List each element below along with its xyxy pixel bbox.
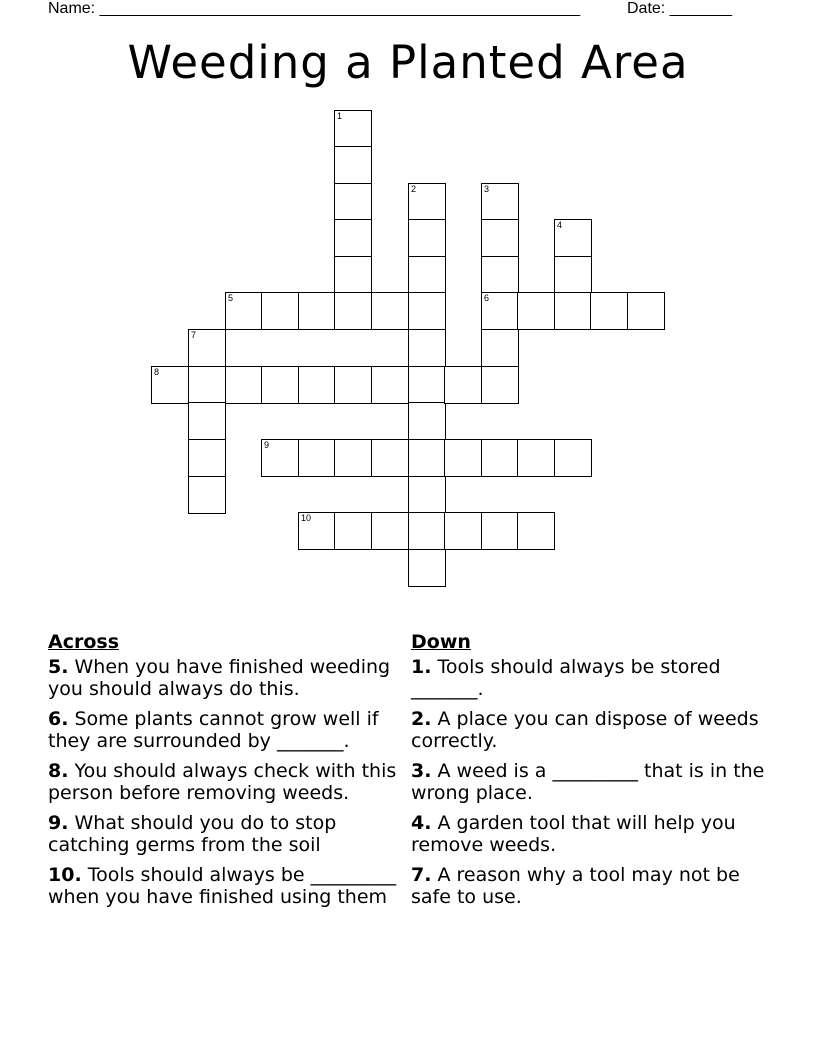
grid-cell[interactable] xyxy=(298,439,336,477)
clue-text: What should you do to stop catching germs from the soil xyxy=(48,812,337,856)
clue-text: A garden tool that will help you remove weeds. xyxy=(411,812,736,856)
clue-item xyxy=(48,864,408,908)
grid-cell[interactable] xyxy=(481,219,519,257)
grid-cell[interactable] xyxy=(554,219,592,257)
clue-item xyxy=(48,656,408,700)
clue-number: 1 xyxy=(337,111,343,121)
grid-cell[interactable] xyxy=(371,439,409,477)
grid-cell[interactable] xyxy=(261,292,299,330)
across-clues xyxy=(48,628,408,916)
grid-cell[interactable] xyxy=(334,219,372,257)
grid-cell[interactable] xyxy=(627,292,665,330)
grid-cell[interactable] xyxy=(408,219,446,257)
clue-number: 10. xyxy=(48,864,82,886)
grid-cell[interactable] xyxy=(444,366,482,404)
clue-text: A weed is a _________ that is in the wrong place. xyxy=(411,760,765,804)
grid-cell[interactable] xyxy=(334,183,372,221)
clue-number: 5. xyxy=(48,656,69,678)
grid-cell[interactable] xyxy=(334,110,372,148)
grid-cell[interactable] xyxy=(408,476,446,514)
clue-number: 4. xyxy=(411,812,432,834)
clue-text: A place you can dispose of weeds correctly. xyxy=(411,708,759,752)
grid-cell[interactable] xyxy=(334,292,372,330)
grid-cell[interactable] xyxy=(590,292,628,330)
grid-cell[interactable] xyxy=(188,329,226,367)
clue-text: Tools should always be stored _______. xyxy=(411,656,721,700)
clue-number: 9 xyxy=(264,440,270,450)
grid-cell[interactable] xyxy=(408,512,446,550)
grid-cell[interactable] xyxy=(554,292,592,330)
grid-cell[interactable] xyxy=(517,512,555,550)
grid-cell[interactable] xyxy=(261,439,299,477)
clue-item xyxy=(411,812,771,856)
grid-cell[interactable] xyxy=(554,256,592,294)
clue-number: 7. xyxy=(411,864,432,886)
clue-item xyxy=(411,656,771,700)
clue-item xyxy=(411,864,771,908)
grid-cell[interactable] xyxy=(225,292,263,330)
clue-number: 3 xyxy=(484,184,490,194)
grid-cell[interactable] xyxy=(188,402,226,440)
grid-cell[interactable] xyxy=(444,439,482,477)
grid-cell[interactable] xyxy=(261,366,299,404)
grid-cell[interactable] xyxy=(481,366,519,404)
across-heading: Across xyxy=(48,631,120,653)
grid-cell[interactable] xyxy=(298,512,336,550)
grid-cell[interactable] xyxy=(408,366,446,404)
grid-cell[interactable] xyxy=(298,292,336,330)
clue-number: 7 xyxy=(191,330,197,340)
clue-text: Tools should always be _________ when you have finished using them xyxy=(48,864,397,908)
grid-cell[interactable] xyxy=(151,366,189,404)
clue-text: A reason why a tool may not be safe to use. xyxy=(411,864,740,908)
clue-number: 1. xyxy=(411,656,432,678)
puzzle-title: Weeding a Planted Area xyxy=(127,36,689,89)
clue-text: Some plants cannot grow well if they are surrounded by _______. xyxy=(48,708,379,752)
grid-cell[interactable] xyxy=(408,439,446,477)
clue-number: 2 xyxy=(411,184,417,194)
clue-number: 6. xyxy=(48,708,69,730)
grid-cell[interactable] xyxy=(444,512,482,550)
name-field-label: Name: ______________________________________________________ xyxy=(48,0,581,17)
grid-cell[interactable] xyxy=(408,292,446,330)
clue-number: 2. xyxy=(411,708,432,730)
clue-item xyxy=(48,760,408,804)
grid-cell[interactable] xyxy=(188,476,226,514)
grid-cell[interactable] xyxy=(517,292,555,330)
grid-cell[interactable] xyxy=(481,256,519,294)
grid-cell[interactable] xyxy=(517,439,555,477)
grid-cell[interactable] xyxy=(334,256,372,294)
clue-number: 6 xyxy=(484,293,490,303)
grid-cell[interactable] xyxy=(298,366,336,404)
grid-cell[interactable] xyxy=(188,366,226,404)
clue-item xyxy=(411,708,771,752)
clue-item xyxy=(48,708,408,752)
grid-cell[interactable] xyxy=(334,512,372,550)
grid-cell[interactable] xyxy=(408,183,446,221)
grid-cell[interactable] xyxy=(371,512,409,550)
grid-cell[interactable] xyxy=(408,329,446,367)
clue-number: 5 xyxy=(228,293,234,303)
grid-cell[interactable] xyxy=(334,146,372,184)
grid-cell[interactable] xyxy=(408,402,446,440)
date-field-label: Date: _______ xyxy=(627,0,732,17)
grid-cell[interactable] xyxy=(481,329,519,367)
grid-cell[interactable] xyxy=(225,366,263,404)
grid-cell[interactable] xyxy=(371,366,409,404)
grid-cell[interactable] xyxy=(481,292,519,330)
down-heading: Down xyxy=(411,631,471,653)
grid-cell[interactable] xyxy=(554,439,592,477)
clue-number: 4 xyxy=(557,220,563,230)
grid-cell[interactable] xyxy=(371,292,409,330)
grid-cell[interactable] xyxy=(334,366,372,404)
grid-cell[interactable] xyxy=(481,183,519,221)
clue-number: 10 xyxy=(301,513,312,523)
grid-cell[interactable] xyxy=(481,439,519,477)
clue-item xyxy=(411,760,771,804)
grid-cell[interactable] xyxy=(408,549,446,587)
grid-cell[interactable] xyxy=(481,512,519,550)
clue-item xyxy=(48,812,408,856)
clue-number: 8 xyxy=(154,367,160,377)
grid-cell[interactable] xyxy=(408,256,446,294)
grid-cell[interactable] xyxy=(334,439,372,477)
clue-text: You should always check with this person before removing weeds. xyxy=(48,760,397,804)
clue-number: 8. xyxy=(48,760,69,782)
down-clues xyxy=(411,628,771,916)
clue-text: When you have finished weeding you should always do this. xyxy=(48,656,391,700)
clue-number: 9. xyxy=(48,812,69,834)
clue-number: 3. xyxy=(411,760,432,782)
grid-cell[interactable] xyxy=(188,439,226,477)
